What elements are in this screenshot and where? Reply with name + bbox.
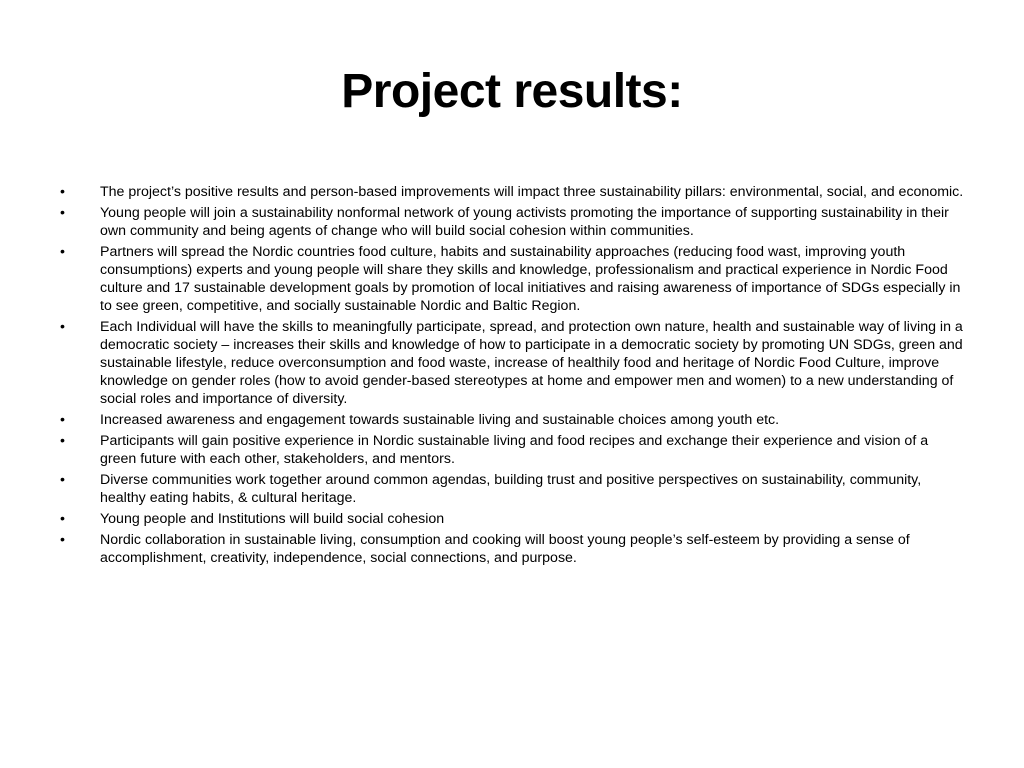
bullet-item [60,432,966,468]
bullet-text: Each Individual will have the skills to meaningfully participate, spread, and protection own nature, health and sustainable way of living in a democratic society – increases their skills and knowledge of how to participate in a democratic society by promoting UN SDGs, green and sustainable lifestyle, reduce overconsumption and food waste, increase of healthily food and heritage of Nordic Food Culture, improve knowledge on gender roles (how to avoid gender-based stereotypes at home and empower men and women) to a new understanding of social roles and importance of diversity. [100,319,963,407]
bullet-item [60,243,966,315]
bullet-text: Young people and Institutions will build social cohesion [100,511,445,527]
bullet-item [60,204,966,240]
bullet-icon: • [60,244,65,260]
bullet-icon: • [60,511,65,527]
slide-title: Project results: [341,65,683,118]
bullet-icon: • [60,205,65,221]
bullet-icon: • [60,412,65,428]
bullet-text: Young people will join a sustainability nonformal network of young activists promoting the importance of supporting sustainability in their own community and being agents of change who will build social cohesion within communities. [100,205,949,239]
bullet-text: The project’s positive results and person-based improvements will impact three sustainability pillars: environmental, social, and economic. [100,184,964,200]
bullet-icon: • [60,433,65,449]
bullet-text: Partners will spread the Nordic countries food culture, habits and sustainability approaches (reducing food wast, improving youth consumptions) experts and young people will share they skills and knowledge, professionalism and practical experience in Nordic Food culture and 17 sustainable development goals by promotion of local initiatives and raising awareness of importance of SDGs especially in to see green, competitive, and socially sustainable Nordic and Baltic Region. [100,244,961,314]
bullet-icon: • [60,532,65,548]
bullet-item [60,411,966,429]
bullet-item [60,510,966,528]
bullet-text: Diverse communities work together around common agendas, building trust and positive perspectives on sustainability, community, healthy eating habits, & cultural heritage. [100,472,922,506]
bullet-list [60,183,966,570]
bullet-text: Nordic collaboration in sustainable living, consumption and cooking will boost young people’s self-esteem by providing a sense of accomplishment, creativity, independence, social connections, and purpose. [100,532,910,566]
bullet-item [60,471,966,507]
bullet-icon: • [60,472,65,488]
bullet-text: Participants will gain positive experience in Nordic sustainable living and food recipes and exchange their experience and vision of a green future with each other, stakeholders, and mentors. [100,433,929,467]
bullet-icon: • [60,184,65,200]
bullet-icon: • [60,319,65,335]
bullet-item [60,183,966,201]
bullet-item [60,531,966,567]
bullet-item [60,318,966,408]
bullet-text: Increased awareness and engagement towards sustainable living and sustainable choices among youth etc. [100,412,780,428]
